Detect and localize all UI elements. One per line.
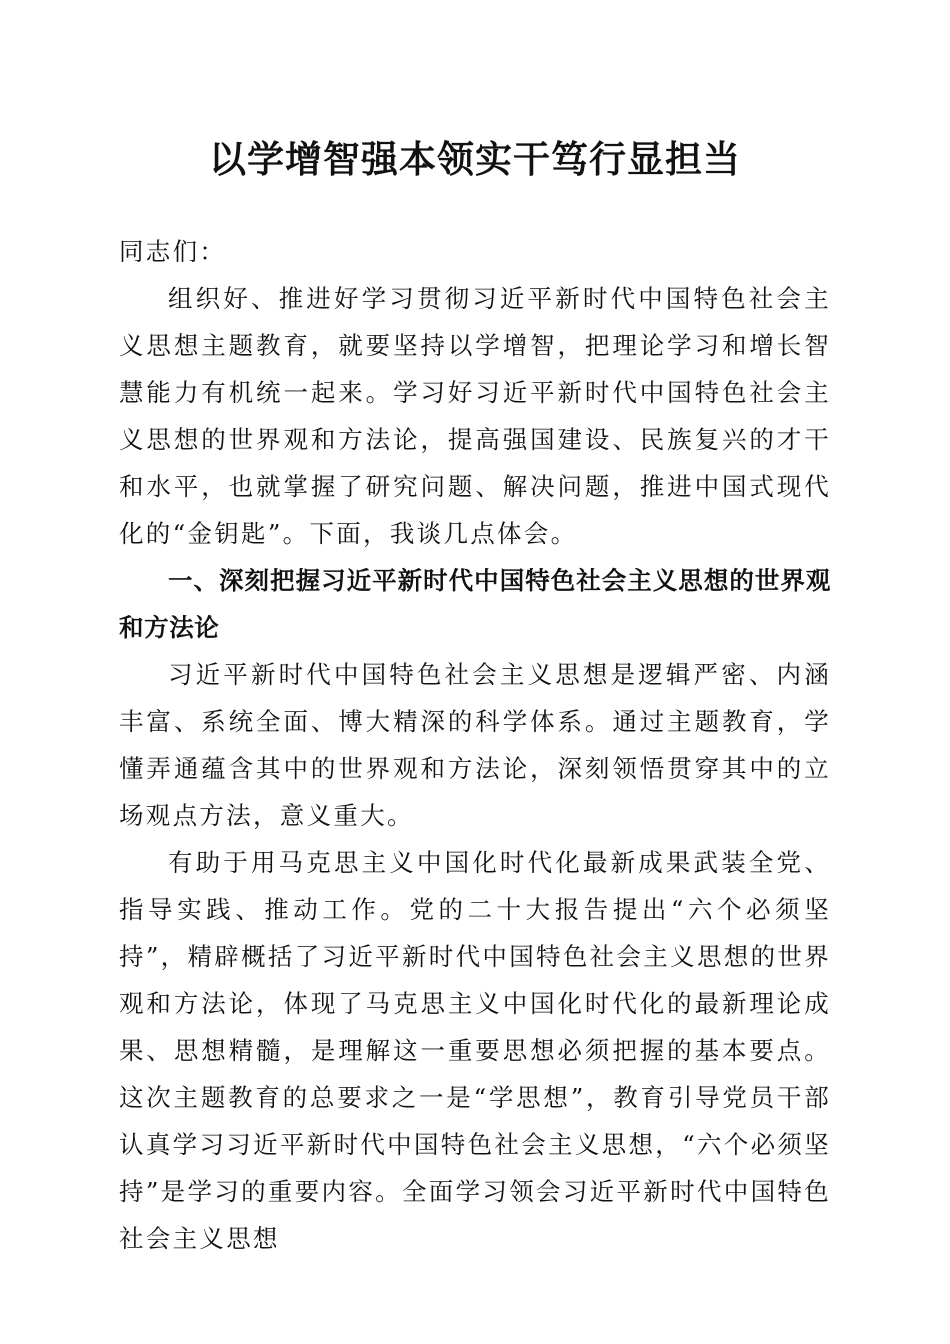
intro-paragraph: 组织好、推进好学习贯彻习近平新时代中国特色社会主义思想主题教育，就要坚持以学增智，把理论学习和增长智慧能力有机统一起来。学习好习近平新时代中国特色社会主义思想的世界观和方法论，提高强国建设、民族复兴的才干和水平，也就掌握了研究问题、解决问题，推进中国式现代化的“金钥匙”。下面，我谈几点体会。 <box>119 284 831 548</box>
document-title: 以学增智强本领实干笃行显担当 <box>209 137 741 181</box>
document-body <box>119 228 831 1262</box>
section-1-paragraph-1: 习近平新时代中国特色社会主义思想是逻辑严密、内涵丰富、系统全面、博大精深的科学体系。通过主题教育，学懂弄通蕴含其中的世界观和方法论，深刻领悟贯穿其中的立场观点方法，意义重大。 <box>119 660 831 830</box>
salutation: 同志们： <box>119 237 227 266</box>
section-heading-1: 一、深刻把握习近平新时代中国特色社会主义思想的世界观和方法论 <box>119 566 831 642</box>
section-1-paragraph-2: 有助于用马克思主义中国化时代化最新成果武装全党、指导实践、推动工作。党的二十大报告提出“六个必须坚持”，精辟概括了习近平新时代中国特色社会主义思想的世界观和方法论，体现了马克思主义中国化时代化的最新理论成果、思想精髓，是理解这一重要思想必须把握的基本要点。这次主题教育的总要求之一是“学思想”，教育引导党员干部认真学习习近平新时代中国特色社会主义思想，“六个必须坚持”是学习的重要内容。全面学习领会习近平新时代中国特色社会主义思想 <box>119 848 831 1253</box>
